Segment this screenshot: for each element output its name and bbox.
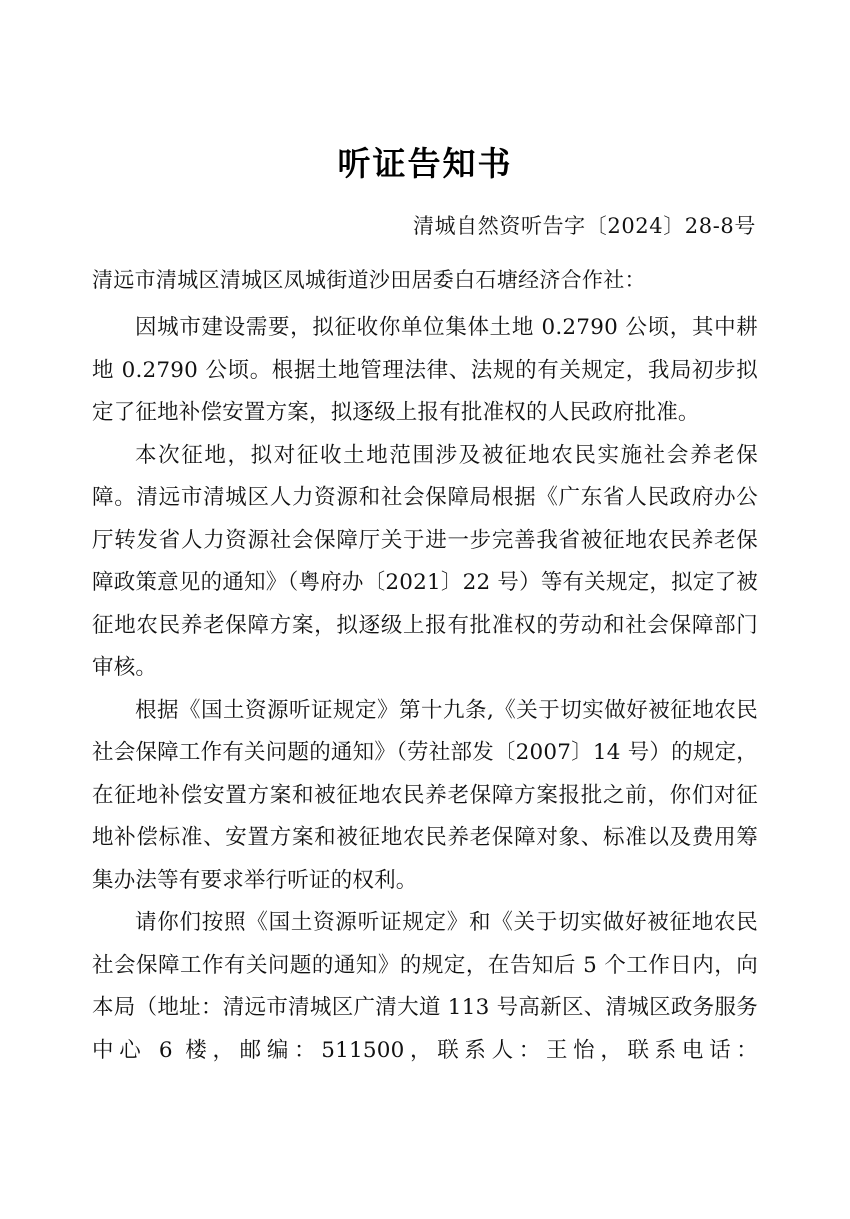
recipient-line: 清远市清城区清城区凤城街道沙田居委白石塘经济合作社： — [92, 268, 646, 292]
page-title: 听证告知书 — [337, 144, 513, 183]
document-body — [92, 295, 758, 1072]
body-paragraph-3: 根据《国土资源听证规定》第十九条,《关于切实做好被征地农民社会保障工作有关问题的通知》（劳社部发〔2007〕14 号）的规定，在征地补偿安置方案和被征地农民养老保障方案报批之前，你们对征地补偿标准、安置方案和被征地农民养老保障对象、标准以及费用筹集办法等有要求举行听证的权利。 — [92, 697, 758, 893]
body-paragraph-2: 本次征地，拟对征收土地范围涉及被征地农民实施社会养老保障。清远市清城区人力资源和社会保障局根据《广东省人民政府办公厅转发省人力资源社会保障厅关于进一步完善我省被征地农民养老保障政策意见的通知》（粤府办〔2021〕22 号）等有关规定，拟定了被征地农民养老保障方案，拟逐级上报有批准权的劳动和社会保障部门审核。 — [92, 442, 758, 680]
body-paragraph-4: 请你们按照《国土资源听证规定》和《关于切实做好被征地农民社会保障工作有关问题的通知》的规定，在告知后 5 个工作日内，向本局（地址：清远市清城区广清大道 113 号高新区、清城区政务服务中心 6 楼，邮编：511500，联系人：王怡，联系电话： — [92, 910, 758, 1063]
document-content — [92, 0, 758, 1072]
document-number: 清城自然资听告字〔2024〕28-8号 — [412, 214, 756, 238]
body-paragraph-1: 因城市建设需要，拟征收你单位集体土地 0.2790 公顷，其中耕地 0.2790 公顷。根据土地管理法律、法规的有关规定，我局初步拟定了征地补偿安置方案，拟逐级上报有批准权的人民政府批准。 — [92, 315, 758, 425]
